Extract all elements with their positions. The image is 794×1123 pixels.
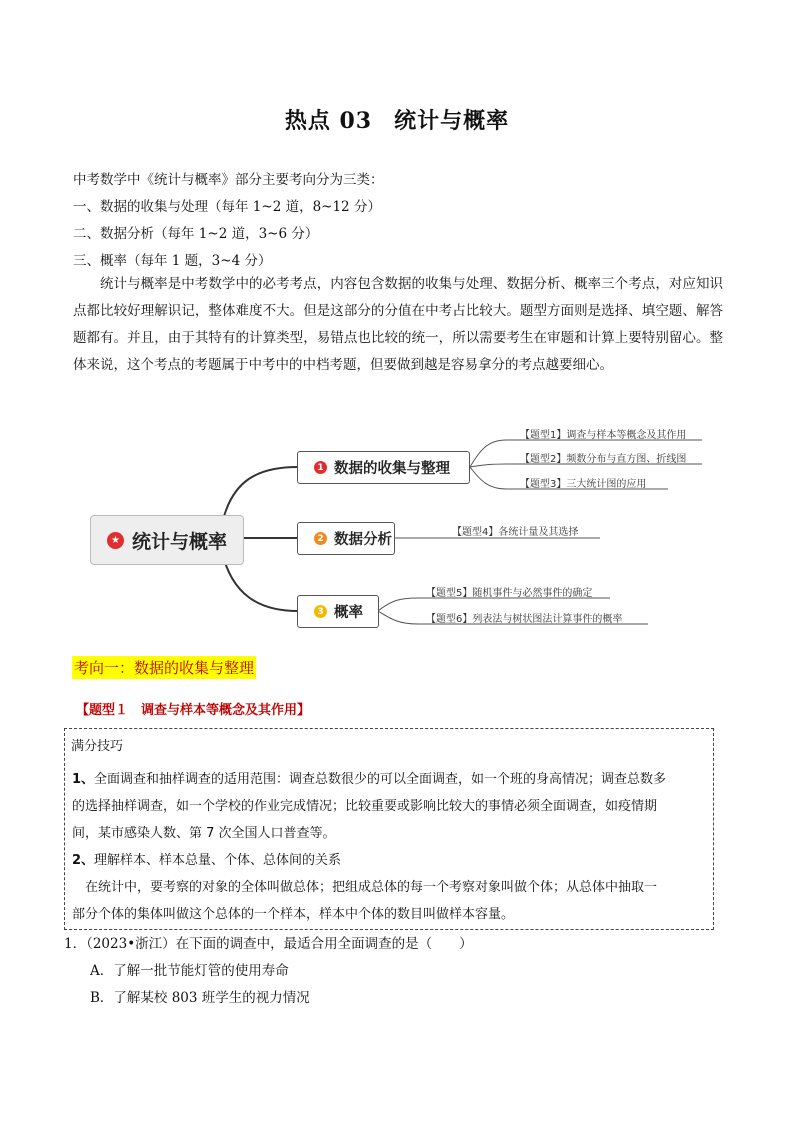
leaf-type-3: 【题型3】三大统计图的应用	[520, 479, 647, 490]
tips-title: 满分技巧	[71, 739, 124, 754]
branch-3-label: 概率	[334, 605, 363, 621]
leaf-type-5: 【题型5】随机事件与必然事件的确定	[426, 588, 593, 599]
branch-2-label: 数据分析	[334, 532, 392, 548]
category-3: 三、概率（每年 1 题，3~4 分）	[73, 253, 272, 269]
mindmap-branch-3	[297, 595, 379, 628]
mindmap-root-label: 统计与概率	[132, 530, 228, 553]
section-heading: 考向一：数据的收集与整理	[72, 656, 256, 679]
number-1-icon: 1	[314, 461, 327, 474]
number-2-icon: 2	[314, 532, 327, 545]
tip-1-line-3: 间，某市感染人数、第 7 次全国人口普查等。	[72, 826, 336, 841]
title-text: 统计与概率	[394, 108, 510, 134]
category-1: 一、数据的收集与处理（每年 1~2 道，8~12 分）	[73, 199, 381, 215]
type-heading: 【题型１ 调查与样本等概念及其作用】	[76, 703, 311, 718]
tip-2-line-2: 部分个体的集体叫做这个总体的一个样本，样本中个体的数目叫做样本容量。	[72, 907, 515, 922]
intro-paragraph: 统计与概率是中考数学中的必考考点，内容包含数据的收集与处理、数据分析、概率三个考点，对应知识点都比较好理解识记，整体难度不大。但是这部分的分值在中考占比较大。题型方面则是选择、填空题、解答题都有。并且，由于其特有的计算类型，易错点也比较的统一，所以需要考生在审题和计算上要特别留心。整体来说，这个考点的考题属于中考中的中档考题，但要做到越是容易拿分的考点越要细心。	[73, 276, 723, 373]
tips-box	[64, 728, 714, 930]
leaf-type-6: 【题型6】列表法与树状图法计算事件的概率	[426, 614, 623, 625]
question-stem: 1．（2023•浙江）在下面的调查中，最适合用全面调查的是（ ）	[64, 936, 473, 952]
star-icon: ★	[107, 532, 124, 549]
mindmap-root	[90, 515, 244, 565]
tip-2-heading	[72, 849, 341, 868]
leaf-type-2: 【题型2】频数分布与直方图、折线图	[520, 454, 687, 465]
tip-1-line-2: 的选择抽样调查，如一个学校的作业完成情况；比较重要或影响比较大的事情必须全面调查，如疫情期	[72, 799, 658, 814]
tip-1-number: 1、	[72, 772, 95, 787]
tip-2-title: 理解样本、样本总量、个体、总体间的关系	[94, 853, 342, 868]
leaf-type-1: 【题型1】调查与样本等概念及其作用	[520, 430, 687, 441]
intro-text: 中考数学中《统计与概率》部分主要考向分为三类：	[73, 172, 384, 188]
title-number: 热点 03	[284, 108, 373, 134]
tip-1-text-1: 全面调查和抽样调查的适用范围：调查总数很少的可以全面调查，如一个班的身高情况；调查总数多	[94, 772, 667, 787]
option-a: A．了解一批节能灯管的使用寿命	[90, 963, 289, 979]
tip-2-line-1: 在统计中，要考察的对象的全体叫做总体；把组成总体的每一个考察对象叫做个体；从总体中抽取一	[85, 880, 658, 895]
option-b: B．了解某校 803 班学生的视力情况	[90, 990, 310, 1006]
mindmap-branch-1	[297, 451, 470, 484]
leaf-type-4: 【题型4】各统计量及其选择	[452, 527, 579, 538]
branch-1-label: 数据的收集与整理	[334, 461, 450, 477]
number-3-icon: 3	[314, 605, 327, 618]
category-2: 二、数据分析（每年 1~2 道，3~6 分）	[73, 226, 319, 242]
tip-2-number: 2、	[72, 853, 95, 868]
mindmap-branch-2	[297, 522, 395, 555]
tip-1-line-1	[72, 768, 666, 787]
